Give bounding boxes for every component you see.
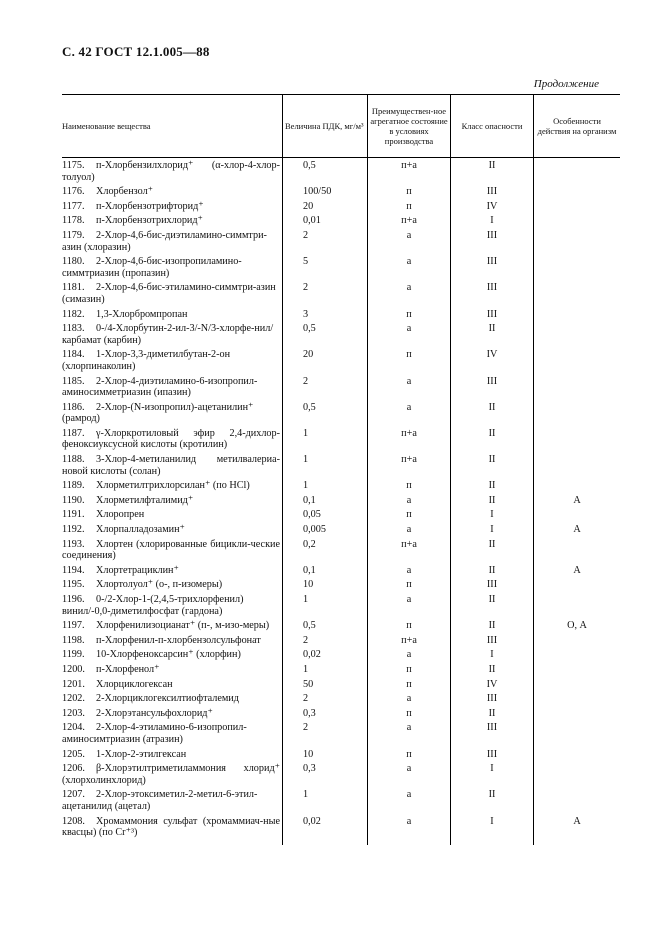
action-features — [534, 185, 621, 200]
column-header-features: Особенности действия на организм — [534, 95, 621, 158]
hazard-class: IV — [451, 348, 534, 374]
hazard-class: I — [451, 508, 534, 523]
hazard-class: II — [451, 564, 534, 579]
pdk-value: 0,5 — [283, 322, 368, 348]
row-number: 1200. — [62, 663, 85, 675]
action-features — [534, 308, 621, 323]
pdk-value: 2 — [283, 692, 368, 707]
aggregate-state: п — [368, 707, 451, 722]
hazard-class: II — [451, 322, 534, 348]
substance-name: п-Хлорфенил-п-хлорбензолсульфонат — [96, 634, 261, 646]
row-number: 1204. — [62, 722, 85, 734]
pdk-value: 0,5 — [283, 401, 368, 427]
hazard-class: III — [451, 281, 534, 307]
aggregate-state: п — [368, 308, 451, 323]
table-header-row — [62, 95, 620, 158]
substance-name: Хлорбензол⁺ — [96, 186, 154, 198]
hazard-class: I — [451, 762, 534, 788]
pdk-value: 1 — [283, 593, 368, 619]
substance-name-cell — [62, 815, 283, 845]
table-row — [62, 523, 620, 538]
aggregate-state: п+а — [368, 634, 451, 649]
action-features — [534, 748, 621, 763]
hazard-class: III — [451, 748, 534, 763]
substance-name: 2-Хлор-4,6-бис-диэтиламино-симмтри-азин (хлоразин) — [62, 229, 267, 253]
aggregate-state: а — [368, 281, 451, 307]
action-features — [534, 788, 621, 814]
substance-name: 0-/2-Хлор-1-(2,4,5-трихлорфенил) винил/-0,0-диметилфосфат (гардона) — [62, 594, 244, 617]
substance-name: п-Хлорбензотрихлорид⁺ — [96, 215, 203, 227]
hazard-class: III — [451, 255, 534, 281]
pdk-value: 2 — [283, 281, 368, 307]
action-features: А — [534, 564, 621, 579]
substance-name-cell — [62, 453, 283, 479]
column-header-state: Преимуществен-ное агрегатное состояние в условиях производства — [368, 95, 451, 158]
action-features — [534, 375, 621, 401]
substance-name-cell — [62, 692, 283, 707]
substance-name-cell — [62, 578, 283, 593]
row-number: 1195. — [62, 579, 85, 591]
action-features — [534, 678, 621, 693]
pdk-value: 0,5 — [283, 619, 368, 634]
table-row — [62, 229, 620, 255]
hazard-class: II — [451, 538, 534, 564]
substance-name: 2-Хлор-этоксиметил-2-метил-6-этил-ацетанилид (ацетал) — [62, 789, 258, 812]
aggregate-state: п — [368, 479, 451, 494]
pdk-value: 50 — [283, 678, 368, 693]
table-row — [62, 185, 620, 200]
substance-name: 2-Хлорциклогексилтиофталемид — [96, 693, 239, 705]
substance-name: 10-Хлорфеноксарсин⁺ (хлорфин) — [96, 649, 241, 661]
substance-name-cell — [62, 229, 283, 255]
row-number: 1207. — [62, 789, 85, 801]
pdk-value: 0,5 — [283, 158, 368, 186]
substance-name-cell — [62, 564, 283, 579]
action-features — [534, 692, 621, 707]
substance-name-cell — [62, 322, 283, 348]
hazard-class: I — [451, 815, 534, 845]
hazard-class: III — [451, 578, 534, 593]
aggregate-state: п+а — [368, 427, 451, 453]
substance-name: п-Хлорбензотрифторид⁺ — [96, 200, 204, 212]
hazard-class: II — [451, 593, 534, 619]
table-row — [62, 648, 620, 663]
row-number: 1188. — [62, 454, 85, 466]
table-row — [62, 453, 620, 479]
row-number: 1185. — [62, 375, 85, 387]
substance-name: 2-Хлор-4,6-бис-этиламино-симмтри-азин (симазин) — [62, 282, 276, 305]
substance-name-cell — [62, 158, 283, 186]
aggregate-state: п — [368, 578, 451, 593]
table-row — [62, 308, 620, 323]
substance-name-cell — [62, 401, 283, 427]
substance-name-cell — [62, 748, 283, 763]
substance-name: Хлорметилтрихлорсилан⁺ (по HCl) — [96, 480, 250, 492]
aggregate-state: а — [368, 648, 451, 663]
row-number: 1199. — [62, 649, 85, 661]
substance-name: Хлорфенилизоцианат⁺ (п-, м-изо-меры) — [96, 620, 270, 632]
aggregate-state: а — [368, 692, 451, 707]
aggregate-state: п+а — [368, 214, 451, 229]
table-row — [62, 158, 620, 186]
substance-name: 1-Хлор-3,3-диметилбутан-2-он (хлорпинаколин) — [62, 349, 231, 372]
hazard-class: I — [451, 214, 534, 229]
hazard-class: II — [451, 707, 534, 722]
aggregate-state: а — [368, 255, 451, 281]
substance-name-cell — [62, 281, 283, 307]
column-header-pdk: Величина ПДК, мг/м³ — [283, 95, 368, 158]
substance-table — [62, 94, 620, 845]
pdk-value: 0,01 — [283, 214, 368, 229]
substance-name-cell — [62, 255, 283, 281]
aggregate-state: а — [368, 523, 451, 538]
aggregate-state: а — [368, 788, 451, 814]
substance-name: 0-/4-Хлорбутин-2-ил-3/-N/3-хлорфе-нил/карбамат (карбин) — [62, 323, 274, 346]
row-number: 1191. — [62, 509, 85, 521]
aggregate-state: а — [368, 564, 451, 579]
table-body — [62, 158, 620, 845]
substance-name: Хлортолуол⁺ (о-, п-изомеры) — [96, 579, 223, 591]
action-features — [534, 255, 621, 281]
table-row — [62, 707, 620, 722]
hazard-class: II — [451, 401, 534, 427]
substance-name-cell — [62, 494, 283, 509]
pdk-value: 3 — [283, 308, 368, 323]
row-number: 1178. — [62, 215, 85, 227]
aggregate-state: п — [368, 663, 451, 678]
pdk-value: 0,02 — [283, 648, 368, 663]
substance-name: Хлорциклогексан — [96, 678, 173, 690]
substance-name-cell — [62, 634, 283, 649]
column-header-class: Класс опасности — [451, 95, 534, 158]
pdk-value: 10 — [283, 578, 368, 593]
row-number: 1186. — [62, 401, 85, 413]
action-features — [534, 538, 621, 564]
pdk-value: 0,1 — [283, 494, 368, 509]
aggregate-state: а — [368, 229, 451, 255]
table-row — [62, 564, 620, 579]
table-row — [62, 255, 620, 281]
aggregate-state: а — [368, 762, 451, 788]
aggregate-state: п — [368, 678, 451, 693]
pdk-value: 20 — [283, 348, 368, 374]
action-features: А — [534, 815, 621, 845]
action-features — [534, 707, 621, 722]
hazard-class: III — [451, 375, 534, 401]
action-features — [534, 479, 621, 494]
table-row — [62, 322, 620, 348]
aggregate-state: а — [368, 375, 451, 401]
hazard-class: II — [451, 663, 534, 678]
substance-name-cell — [62, 663, 283, 678]
aggregate-state: п+а — [368, 453, 451, 479]
hazard-class: IV — [451, 678, 534, 693]
aggregate-state: а — [368, 322, 451, 348]
pdk-value: 0,3 — [283, 762, 368, 788]
table-row — [62, 815, 620, 845]
pdk-value: 5 — [283, 255, 368, 281]
table-row — [62, 663, 620, 678]
aggregate-state: а — [368, 401, 451, 427]
row-number: 1208. — [62, 815, 85, 827]
hazard-class: III — [451, 634, 534, 649]
substance-name: Хлорметилфталимид⁺ — [96, 494, 194, 506]
substance-name-cell — [62, 200, 283, 215]
hazard-class: II — [451, 453, 534, 479]
aggregate-state: а — [368, 815, 451, 845]
hazard-class: II — [451, 427, 534, 453]
pdk-value: 1 — [283, 427, 368, 453]
hazard-class: III — [451, 721, 534, 747]
substance-name-cell — [62, 427, 283, 453]
table-row — [62, 678, 620, 693]
pdk-value: 0,02 — [283, 815, 368, 845]
substance-name: 2-Хлор-4,6-бис-изопропиламино-симмтриазин (пропазин) — [62, 256, 242, 279]
action-features — [534, 281, 621, 307]
pdk-value: 0,1 — [283, 564, 368, 579]
aggregate-state: а — [368, 721, 451, 747]
action-features — [534, 427, 621, 453]
hazard-class: II — [451, 494, 534, 509]
action-features — [534, 578, 621, 593]
row-number: 1175. — [62, 160, 85, 171]
pdk-value: 0,2 — [283, 538, 368, 564]
hazard-class: II — [451, 619, 534, 634]
hazard-class: IV — [451, 200, 534, 215]
action-features — [534, 634, 621, 649]
substance-name: Хлортен (хлорированные бицикли-ческие соединения) — [62, 538, 280, 562]
substance-name-cell — [62, 788, 283, 814]
action-features — [534, 214, 621, 229]
substance-name-cell — [62, 479, 283, 494]
hazard-class: I — [451, 523, 534, 538]
table-row — [62, 281, 620, 307]
substance-name: 1,3-Хлорбромпропан — [96, 308, 188, 320]
action-features — [534, 401, 621, 427]
table-row — [62, 375, 620, 401]
substance-name-cell — [62, 508, 283, 523]
table-row — [62, 200, 620, 215]
action-features — [534, 200, 621, 215]
aggregate-state: а — [368, 494, 451, 509]
substance-name-cell — [62, 538, 283, 564]
table-row — [62, 634, 620, 649]
aggregate-state: п — [368, 619, 451, 634]
pdk-value: 1 — [283, 453, 368, 479]
table-row — [62, 348, 620, 374]
substance-name: 1-Хлор-2-этилгексан — [96, 748, 187, 760]
table-row — [62, 494, 620, 509]
action-features — [534, 322, 621, 348]
table-row — [62, 721, 620, 747]
pdk-value: 1 — [283, 788, 368, 814]
substance-name-cell — [62, 185, 283, 200]
hazard-class: III — [451, 692, 534, 707]
substance-name-cell — [62, 762, 283, 788]
row-number: 1184. — [62, 349, 85, 361]
row-number: 1181. — [62, 282, 85, 294]
substance-name-cell — [62, 648, 283, 663]
substance-name-cell — [62, 523, 283, 538]
aggregate-state: п — [368, 185, 451, 200]
substance-name: 2-Хлор-4-диэтиламино-6-изопропил-аминосимметриазин (ипазин) — [62, 375, 258, 399]
substance-name-cell — [62, 707, 283, 722]
substance-name: Хлоропрен — [96, 509, 145, 521]
hazard-class: II — [451, 479, 534, 494]
table-row — [62, 762, 620, 788]
pdk-value: 1 — [283, 663, 368, 678]
action-features — [534, 453, 621, 479]
pdk-value: 10 — [283, 748, 368, 763]
aggregate-state: а — [368, 593, 451, 619]
hazard-class: II — [451, 788, 534, 814]
substance-name-cell — [62, 678, 283, 693]
action-features — [534, 721, 621, 747]
substance-name: п-Хлорбензилхлорид⁺ (α-хлор-4-хлор-толуол) — [62, 160, 280, 183]
action-features: О, А — [534, 619, 621, 634]
row-number: 1183. — [62, 323, 85, 335]
substance-name: Хромаммония сульфат (хромаммиач-ные квасцы) (по Cr⁺³) — [62, 815, 280, 839]
row-number: 1190. — [62, 494, 85, 506]
action-features — [534, 762, 621, 788]
table-row — [62, 748, 620, 763]
substance-name-cell — [62, 214, 283, 229]
action-features — [534, 648, 621, 663]
substance-name-cell — [62, 619, 283, 634]
row-number: 1180. — [62, 256, 85, 268]
row-number: 1197. — [62, 620, 85, 632]
column-header-name: Наименование вещества — [62, 95, 283, 158]
pdk-value: 20 — [283, 200, 368, 215]
row-number: 1202. — [62, 693, 85, 705]
aggregate-state: п — [368, 200, 451, 215]
action-features — [534, 663, 621, 678]
hazard-class: II — [451, 158, 534, 186]
page-header: С. 42 ГОСТ 12.1.005—88 — [62, 44, 210, 59]
row-number: 1187. — [62, 427, 85, 439]
pdk-value: 0,3 — [283, 707, 368, 722]
action-features — [534, 593, 621, 619]
aggregate-state: п — [368, 748, 451, 763]
substance-name-cell — [62, 348, 283, 374]
hazard-class: I — [451, 648, 534, 663]
row-number: 1198. — [62, 634, 85, 646]
aggregate-state: п+а — [368, 538, 451, 564]
aggregate-state: п — [368, 348, 451, 374]
aggregate-state: п+а — [368, 158, 451, 186]
pdk-value: 0,005 — [283, 523, 368, 538]
row-number: 1194. — [62, 564, 85, 576]
hazard-class: III — [451, 229, 534, 255]
aggregate-state: п — [368, 508, 451, 523]
substance-name: β-Хлорэтилтриметиламмония хлорид⁺ (хлорхолинхлорид) — [62, 763, 280, 786]
action-features — [534, 158, 621, 186]
row-number: 1182. — [62, 308, 85, 320]
table-row — [62, 401, 620, 427]
substance-name-cell — [62, 375, 283, 401]
row-number: 1201. — [62, 678, 85, 690]
substance-name: γ-Хлоркротиловый эфир 2,4-дихлор-феноксиуксусной кислоты (кротилин) — [62, 427, 280, 451]
row-number: 1206. — [62, 763, 85, 775]
row-number: 1193. — [62, 538, 85, 550]
row-number: 1203. — [62, 707, 85, 719]
pdk-value: 0,05 — [283, 508, 368, 523]
row-number: 1189. — [62, 480, 85, 492]
action-features — [534, 508, 621, 523]
table-row — [62, 427, 620, 453]
substance-name: 2-Хлор-(N-изопропил)-ацетанилин⁺ (рамрод) — [62, 401, 254, 425]
table-row — [62, 619, 620, 634]
row-number: 1177. — [62, 200, 85, 212]
substance-name: Хлорпалладозамин⁺ — [96, 524, 185, 536]
table-row — [62, 508, 620, 523]
row-number: 1179. — [62, 229, 85, 241]
table-row — [62, 788, 620, 814]
substance-name: Хлортетрациклин⁺ — [96, 564, 179, 576]
hazard-class: III — [451, 185, 534, 200]
pdk-value: 2 — [283, 229, 368, 255]
substance-name: 2-Хлор-4-этиламино-6-изопропил-аминосимтриазин (атразин) — [62, 722, 247, 745]
table-row — [62, 692, 620, 707]
table-row — [62, 593, 620, 619]
continuation-label: Продолжение — [533, 78, 599, 90]
substance-name-cell — [62, 308, 283, 323]
row-number: 1176. — [62, 186, 85, 198]
action-features — [534, 348, 621, 374]
row-number: 1192. — [62, 524, 85, 536]
action-features: А — [534, 523, 621, 538]
action-features — [534, 229, 621, 255]
pdk-value: 2 — [283, 375, 368, 401]
substance-name-cell — [62, 721, 283, 747]
hazard-class: III — [451, 308, 534, 323]
table-row — [62, 214, 620, 229]
substance-name-cell — [62, 593, 283, 619]
substance-name: 3-Хлор-4-метиланилид метилвалериа-новой кислоты (солан) — [62, 454, 280, 477]
substance-name: п-Хлорфенол⁺ — [96, 663, 160, 675]
pdk-value: 2 — [283, 721, 368, 747]
substance-name: 2-Хлорэтансульфохлорид⁺ — [96, 707, 213, 719]
table-row — [62, 578, 620, 593]
pdk-value: 1 — [283, 479, 368, 494]
row-number: 1205. — [62, 748, 85, 760]
pdk-value: 2 — [283, 634, 368, 649]
table-row — [62, 538, 620, 564]
row-number: 1196. — [62, 594, 85, 605]
action-features: А — [534, 494, 621, 509]
table-row — [62, 479, 620, 494]
pdk-value: 100/50 — [283, 185, 368, 200]
